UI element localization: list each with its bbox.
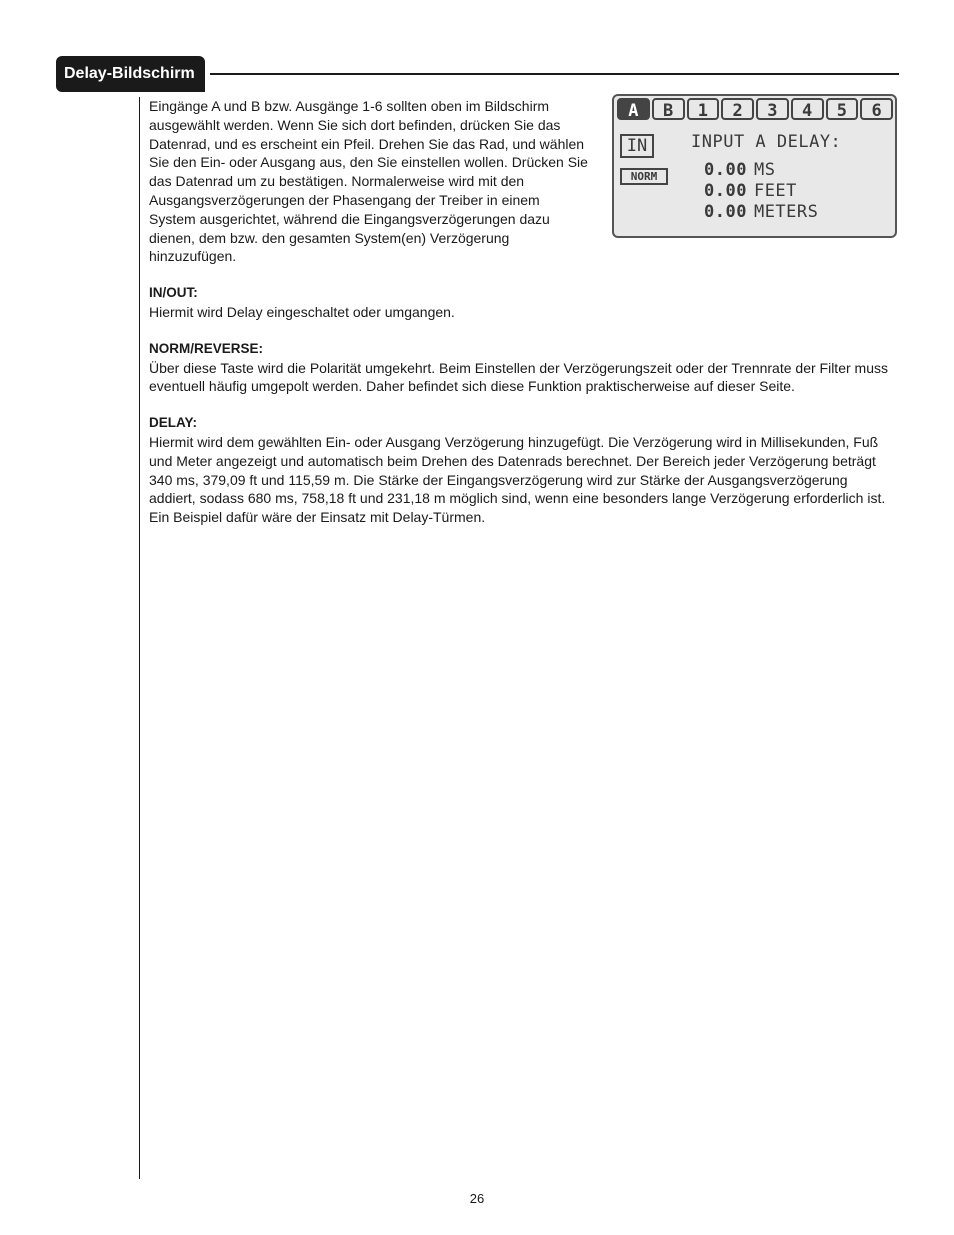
section-in-out xyxy=(149,284,889,322)
section-title: Delay-Bildschirm xyxy=(56,56,205,92)
lcd-title: INPUT A DELAY: xyxy=(691,132,842,152)
lcd-in-indicator: IN xyxy=(620,134,654,158)
lcd-value: 0.00 xyxy=(704,202,747,222)
lcd-delay-feet xyxy=(704,181,797,201)
section-norm-reverse xyxy=(149,340,889,396)
lcd-tab-b: B xyxy=(652,98,685,120)
header-rule xyxy=(210,73,899,75)
section-body: Hiermit wird dem gewählten Ein- oder Ausgang Verzögerung hinzugefügt. Die Verzögerung wird in Millisekunden, Fuß und Meter angezeigt und automatisch beim Drehen des Datenrads berechnet. Der Bereich jeder Verzögerung beträgt 340 ms, 379,09 ft und 115,59 m. Die Stärke der Eingangsverzögerung wird zur Stärke der Ausgangsverzögerung addiert, sodass 680 ms, 758,18 ft und 231,18 m möglich sind, wenn eine besonders lange Verzögerung erforderlich ist. Ein Beispiel dafür wäre der Einsatz mit Delay-Türmen. xyxy=(149,433,886,526)
lcd-tab-a: A xyxy=(617,98,650,120)
section-delay xyxy=(149,414,889,527)
lcd-tab-3: 3 xyxy=(756,98,789,120)
lcd-tab-4: 4 xyxy=(791,98,824,120)
lcd-display xyxy=(612,94,897,238)
lcd-delay-meters xyxy=(704,202,818,222)
lcd-unit: FEET xyxy=(753,181,797,201)
section-heading: IN/OUT: xyxy=(149,285,198,301)
section-heading: NORM/REVERSE: xyxy=(149,340,264,356)
page-number: 26 xyxy=(469,1191,485,1206)
lcd-norm-indicator: NORM xyxy=(620,168,668,185)
lcd-delay-ms xyxy=(704,160,775,180)
left-margin-rule xyxy=(139,97,140,1179)
lcd-tab-5: 5 xyxy=(826,98,859,120)
lcd-unit: MS xyxy=(753,160,776,180)
lcd-channel-tabs xyxy=(617,98,893,120)
lcd-value: 0.00 xyxy=(704,181,747,201)
lcd-unit: METERS xyxy=(753,202,819,222)
section-body: Hiermit wird Delay eingeschaltet oder umgangen. xyxy=(149,303,455,320)
section-heading: DELAY: xyxy=(149,415,198,431)
lcd-tab-1: 1 xyxy=(687,98,720,120)
lcd-value: 0.00 xyxy=(704,160,747,180)
lcd-tab-6: 6 xyxy=(860,98,893,120)
lcd-tab-2: 2 xyxy=(721,98,754,120)
intro-paragraph: Eingänge A und B bzw. Ausgänge 1-6 sollten oben im Bildschirm ausgewählt werden. Wenn Sie sich dort befinden, drücken Sie das Datenrad, und es erscheint ein Pfeil. Drehen Sie das Rad, und wählen Sie den Ein- oder Ausgang aus, den Sie einstellen wollen. Drücken Sie das Datenrad um zu bestätigen. Normalerweise wird mit den Ausgangsverzögerungen der Phasengang der Treiber in einem System ausgerichtet, während die Eingangsverzögerungen dazu dienen, dem bzw. den gesamten System(en) Verzögerung hinzuzufügen. xyxy=(149,98,588,265)
section-body: Über diese Taste wird die Polarität umgekehrt. Beim Einstellen der Verzögerungszeit oder der Trennrate der Filter muss eventuell häufig umgepolt werden. Daher befindet sich diese Funktion praktischerweise auf dieser Seite. xyxy=(149,359,888,395)
